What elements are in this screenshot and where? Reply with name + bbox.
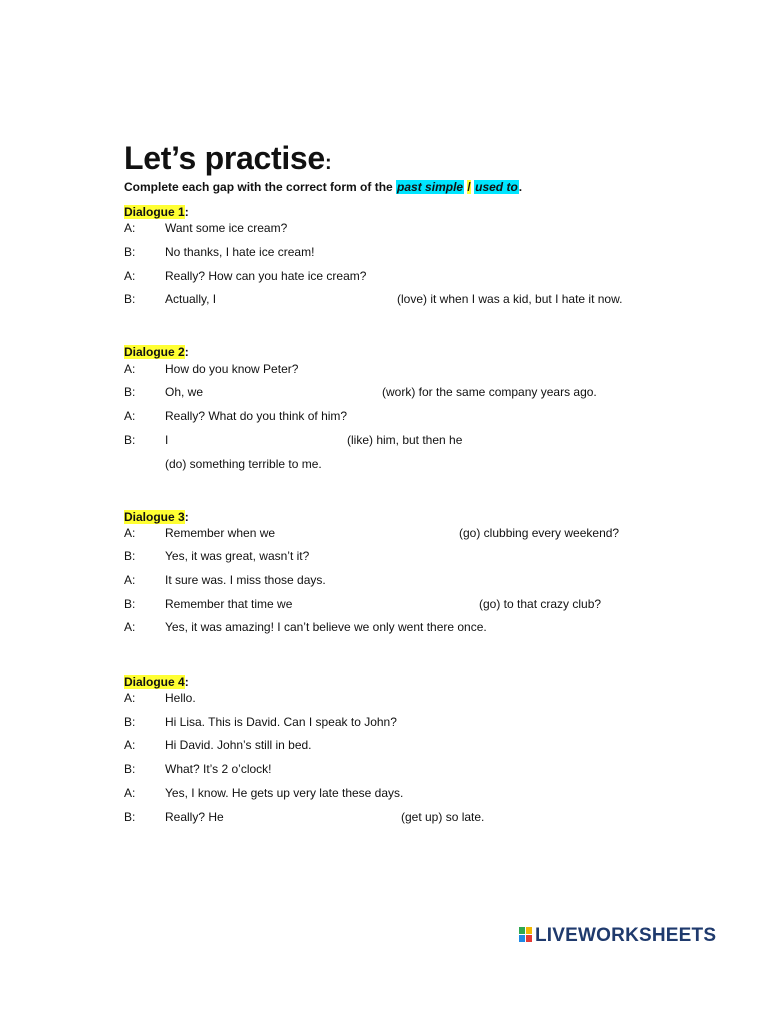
dialogue-1-heading: Dialogue 1: bbox=[124, 205, 189, 219]
dialogue-4-line-3-text: Hi David. John’s still in bed. bbox=[165, 738, 312, 752]
gap-input-3[interactable] bbox=[176, 431, 342, 449]
gap-input-1[interactable] bbox=[230, 290, 392, 308]
instruction-prefix: Complete each gap with the correct form of the bbox=[124, 180, 397, 194]
dialogue-3-line-5-text: Yes, it was amazing! I can’t believe we only went there once. bbox=[165, 620, 487, 634]
dialogue-4-line-6-speaker: B: bbox=[124, 810, 136, 824]
dialogue-3-line-4-speaker: B: bbox=[124, 597, 136, 611]
dialogue-3-line-1-text: Remember when we bbox=[165, 526, 276, 540]
dialogue-2-line-1-text: How do you know Peter? bbox=[165, 362, 299, 376]
dialogue-3-line-2-text: Yes, it was great, wasn’t it? bbox=[165, 549, 310, 563]
liveworksheets-logo bbox=[519, 925, 716, 947]
dialogue-2-line-2-after: (work) for the same company years ago. bbox=[382, 385, 597, 399]
dialogue-2-heading: Dialogue 2: bbox=[124, 345, 189, 359]
instruction-suffix: . bbox=[518, 180, 523, 194]
instruction bbox=[124, 180, 522, 194]
dialogue-3-line-3-text: It sure was. I miss those days. bbox=[165, 573, 326, 587]
dialogue-4-line-3-speaker: A: bbox=[124, 738, 136, 752]
dialogue-1-line-3-text: Really? How can you hate ice cream? bbox=[165, 269, 367, 283]
dialogue-2-line-4-speaker: B: bbox=[124, 433, 136, 447]
dialogue-4-line-2-text: Hi Lisa. This is David. Can I speak to John? bbox=[165, 715, 397, 729]
dialogue-3-heading-text: Dialogue 3 bbox=[124, 510, 185, 524]
dialogue-4-line-4-text: What? It’s 2 o’clock! bbox=[165, 762, 272, 776]
dialogue-3-line-1-speaker: A: bbox=[124, 526, 136, 540]
dialogue-2-line-2-speaker: B: bbox=[124, 385, 136, 399]
dialogue-4-line-1-text: Hello. bbox=[165, 691, 196, 705]
dialogue-3-heading: Dialogue 3: bbox=[124, 510, 189, 524]
dialogue-3-line-5-speaker: A: bbox=[124, 620, 136, 634]
gap-input-7[interactable] bbox=[230, 808, 396, 826]
dialogue-2-line-1-speaker: A: bbox=[124, 362, 136, 376]
dialogue-4-line-5-speaker: A: bbox=[124, 786, 136, 800]
gap-input-5[interactable] bbox=[288, 524, 454, 542]
dialogue-1-line-1-text: Want some ice cream? bbox=[165, 221, 288, 235]
dialogue-1-line-3-speaker: A: bbox=[124, 269, 136, 283]
dialogue-1-line-2-speaker: B: bbox=[124, 245, 136, 259]
dialogue-4-line-5-text: Yes, I know. He gets up very late these days. bbox=[165, 786, 404, 800]
dialogue-4-line-1-speaker: A: bbox=[124, 691, 136, 705]
gap-input-6[interactable] bbox=[308, 595, 474, 613]
page-title bbox=[124, 140, 331, 177]
dialogue-4-line-4-speaker: B: bbox=[124, 762, 136, 776]
gap-input-4[interactable] bbox=[476, 431, 588, 449]
dialogue-1-line-4-text: Actually, I bbox=[165, 292, 217, 306]
dialogue-3-line-4-after: (go) to that crazy club? bbox=[479, 597, 602, 611]
dialogue-4-heading-text: Dialogue 4 bbox=[124, 675, 185, 689]
option-used-to: used to bbox=[475, 180, 518, 194]
dialogue-4-line-6-text: Really? He bbox=[165, 810, 224, 824]
liveworksheets-logo-icon bbox=[519, 927, 533, 943]
gap-input-2[interactable] bbox=[212, 383, 376, 401]
dialogue-1-line-2-text: No thanks, I hate ice cream! bbox=[165, 245, 315, 259]
dialogue-1-line-4-after: (love) it when I was a kid, but I hate it now. bbox=[397, 292, 623, 306]
dialogue-2-line-2-text: Oh, we bbox=[165, 385, 204, 399]
dialogue-4-heading: Dialogue 4: bbox=[124, 675, 189, 689]
dialogue-4-line-2-speaker: B: bbox=[124, 715, 136, 729]
dialogue-4-line-6-after: (get up) so late. bbox=[401, 810, 485, 824]
page-title-colon: : bbox=[324, 152, 332, 174]
dialogue-2-line-3-text: Really? What do you think of him? bbox=[165, 409, 348, 423]
dialogue-3-line-1-after: (go) clubbing every weekend? bbox=[459, 526, 620, 540]
dialogue-2-line-3-speaker: A: bbox=[124, 409, 136, 423]
dialogue-1-line-4-speaker: B: bbox=[124, 292, 136, 306]
dialogue-1-line-1-speaker: A: bbox=[124, 221, 136, 235]
option-past-simple: past simple bbox=[397, 180, 464, 194]
option-separator: / bbox=[467, 180, 471, 194]
dialogue-2-line-5-text: (do) something terrible to me. bbox=[165, 457, 322, 471]
dialogue-3-line-4-text: Remember that time we bbox=[165, 597, 293, 611]
dialogue-3-line-3-speaker: A: bbox=[124, 573, 136, 587]
dialogue-2-line-4-text: I bbox=[165, 433, 169, 447]
page-title-text: Let’s practise bbox=[124, 140, 325, 176]
dialogue-2-heading-text: Dialogue 2 bbox=[124, 345, 185, 359]
liveworksheets-logo-text: LIVEWORKSHEETS bbox=[535, 925, 717, 946]
dialogue-2-line-4-after: (like) him, but then he bbox=[347, 433, 463, 447]
dialogue-1-heading-text: Dialogue 1 bbox=[124, 205, 185, 219]
dialogue-3-line-2-speaker: B: bbox=[124, 549, 136, 563]
